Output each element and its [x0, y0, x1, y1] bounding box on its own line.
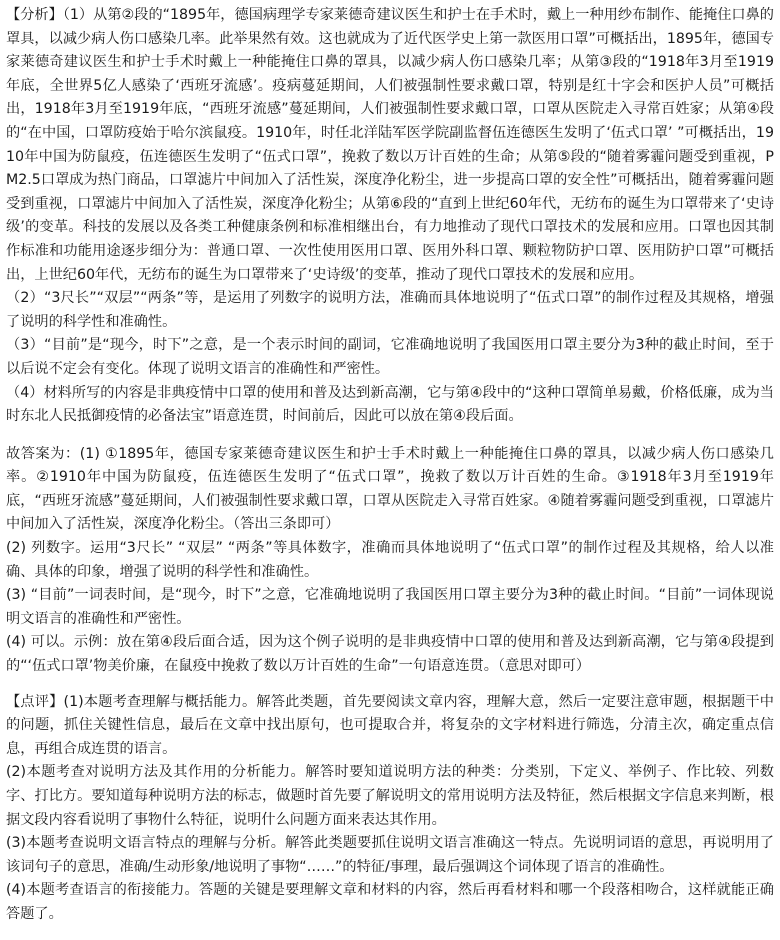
- answer-paragraph-4: (4) 可以。示例：放在第④段后面合适，因为这个例子说明的是非典疫情中口罩的使用和普及达到新高潮，它与第④段提到的“‘伍式口罩’物美价廉，在鼠疫中挽救了数以万计百姓的生命”一句语意连贯。（意思对即可）: [6, 634, 774, 675]
- analysis-paragraph-3: （3）“目前”是“现今，时下”之意，是一个表示时间的副词，它准确地说明了我国医用口罩主要分为3种的截止时间，至于以后说不定会有变化。体现了说明文语言的准确性和严密性。: [6, 337, 774, 377]
- answer-paragraph-3: (3) “目前”一词表时间，是“现今，时下”之意，它准确地说明了我国医用口罩主要分为3种的截止时间。“目前”一词体现说明文语言的准确性和严密性。: [6, 587, 774, 627]
- analysis-section: [6, 4, 774, 429]
- analysis-paragraph-4: （4）材料所写的内容是非典疫情中口罩的使用和普及达到新高潮，它与第④段中的“这种口罩简单易戴，价格低廉，成为当时东北人民抵御疫情的必备法宝”语意连贯，时间前后，因此可以放在第④段后面。: [6, 384, 774, 425]
- section-spacer: [6, 429, 774, 443]
- answer-paragraph-2: (2) 列数字。运用“3尺长” “双层” “两条”等具体数字，准确而具体地说明了“伍式口罩”的制作过程及其规格，给人以准确、具体的印象，增强了说明的科学性和准确性。: [6, 540, 774, 580]
- analysis-paragraph-1: 【分析】（1）从第②段的“1895年，德国病理学专家莱德奇建议医生和护士在手术时，戴上一种用纱布制作、能掩住口鼻的罩具，以减少病人伤口感染几率。此举果然有效。这也就成为了近代医学史上第一款医用口罩”可概括出，1895年，德国专家莱德奇建议医生和护士手术时戴上一种能掩住口鼻的罩具，以减少病人伤口感染几率；从第③段的“1918年3月至1919年底，全世界5亿人感染了‘西班牙流感’。疫病蔓延期间，人们被强制性要求戴口罩，特别是红十字会和医护人员”可概括出，1918年3月至1919年底，“西班牙流感”蔓延期间，人们被强制性要求戴口罩，口罩从医院走入寻常百姓家；从第④段的“在中国，口罩防疫始于哈尔滨鼠疫。1910年，时任北洋陆军医学院副监督伍连德医生发明了‘伍式口罩’ ”可概括出，1910年中国为防鼠疫，伍连德医生发明了“伍式口罩”，挽救了数以万计百姓的生命；从第⑤段的“随着雾霾问题受到重视，PM2.5口罩成为热门商品，口罩滤片中间加入了活性炭，深度净化粉尘，进一步提高口罩的安全性”可概括出，随着雾霾问题受到重视，口罩滤片中间加入了活性炭，深度净化粉尘；从第⑥段的“直到上世纪60年代，无纺布的诞生为口罩带来了‘史诗级’的变革。科技的发展以及各类工种健康条例和标准相继出台，有力地推动了现代口罩技术的发展和应用。口罩也因其制作标准和功能用途逐步细分为：普通口罩、一次性使用医用口罩、医用外科口罩、颗粒物防护口罩、医用防护口罩”可概括出，上世纪60年代，无纺布的诞生为口罩带来了‘史诗级’的变革，推动了现代口罩技术的发展和应用。: [6, 7, 774, 283]
- comment-paragraph-1: 【点评】(1)本题考查理解与概括能力。解答此类题，首先要阅读文章内容，理解大意，然后一定要注意审题，根据题干中的问题，抓住关键性信息，最后在文章中找出原句，也可提取合并，将复杂的文字材料进行筛选，分清主次，确定重点信息，再组合成连贯的语言。: [6, 693, 774, 757]
- answer-section: [6, 443, 774, 679]
- comment-paragraph-3: (3)本题考查说明文语言特点的理解与分析。解答此类题要抓住说明文语言准确这一特点。先说明词语的意思，再说明用了该词句子的意思，准确/生动形象/地说明了事物“……”的特征/事理，最后强调这个词体现了语言的准确性。: [6, 835, 774, 875]
- comment-paragraph-4: (4)本题考查语言的衔接能力。答题的关键是要理解文章和材料的内容，然后再看材料和哪一个段落相吻合，这样就能正确答题了。: [6, 882, 774, 922]
- comment-paragraph-2: (2)本题考查对说明方法及其作用的分析能力。解答时要知道说明方法的种类：分类别，下定义、举例子、作比较、列数字、打比方。要知道每种说明方法的标志，做题时首先要了解说明文的常用说明方法及特征，然后根据文字信息来判断，根据文段内容看说明了事物什么特征，说明什么问题方面来表达其作用。: [6, 764, 774, 828]
- answer-paragraph-1: 故答案为：(1) ①1895年，德国专家莱德奇建议医生和护士手术时戴上一种能掩住口鼻的罩具，以减少病人伤口感染几率。②1910年中国为防鼠疫，伍连德医生发明了“伍式口罩”，挽救了数以万计百姓的生命。③1918年3月至1919年底，“西班牙流感”蔓延期间，人们被强制性要求戴口罩，口罩从医院走入寻常百姓家。④随着雾霾问题受到重视，口罩滤片中间加入了活性炭，深度净化粉尘。（答出三条即可）: [6, 445, 774, 533]
- section-spacer: [6, 679, 774, 691]
- analysis-paragraph-2: （2）“3尺长”“双层”“两条”等，是运用了列数字的说明方法，准确而具体地说明了“伍式口罩”的制作过程及其规格，增强了说明的科学性和准确性。: [6, 290, 774, 330]
- comment-section: [6, 691, 774, 927]
